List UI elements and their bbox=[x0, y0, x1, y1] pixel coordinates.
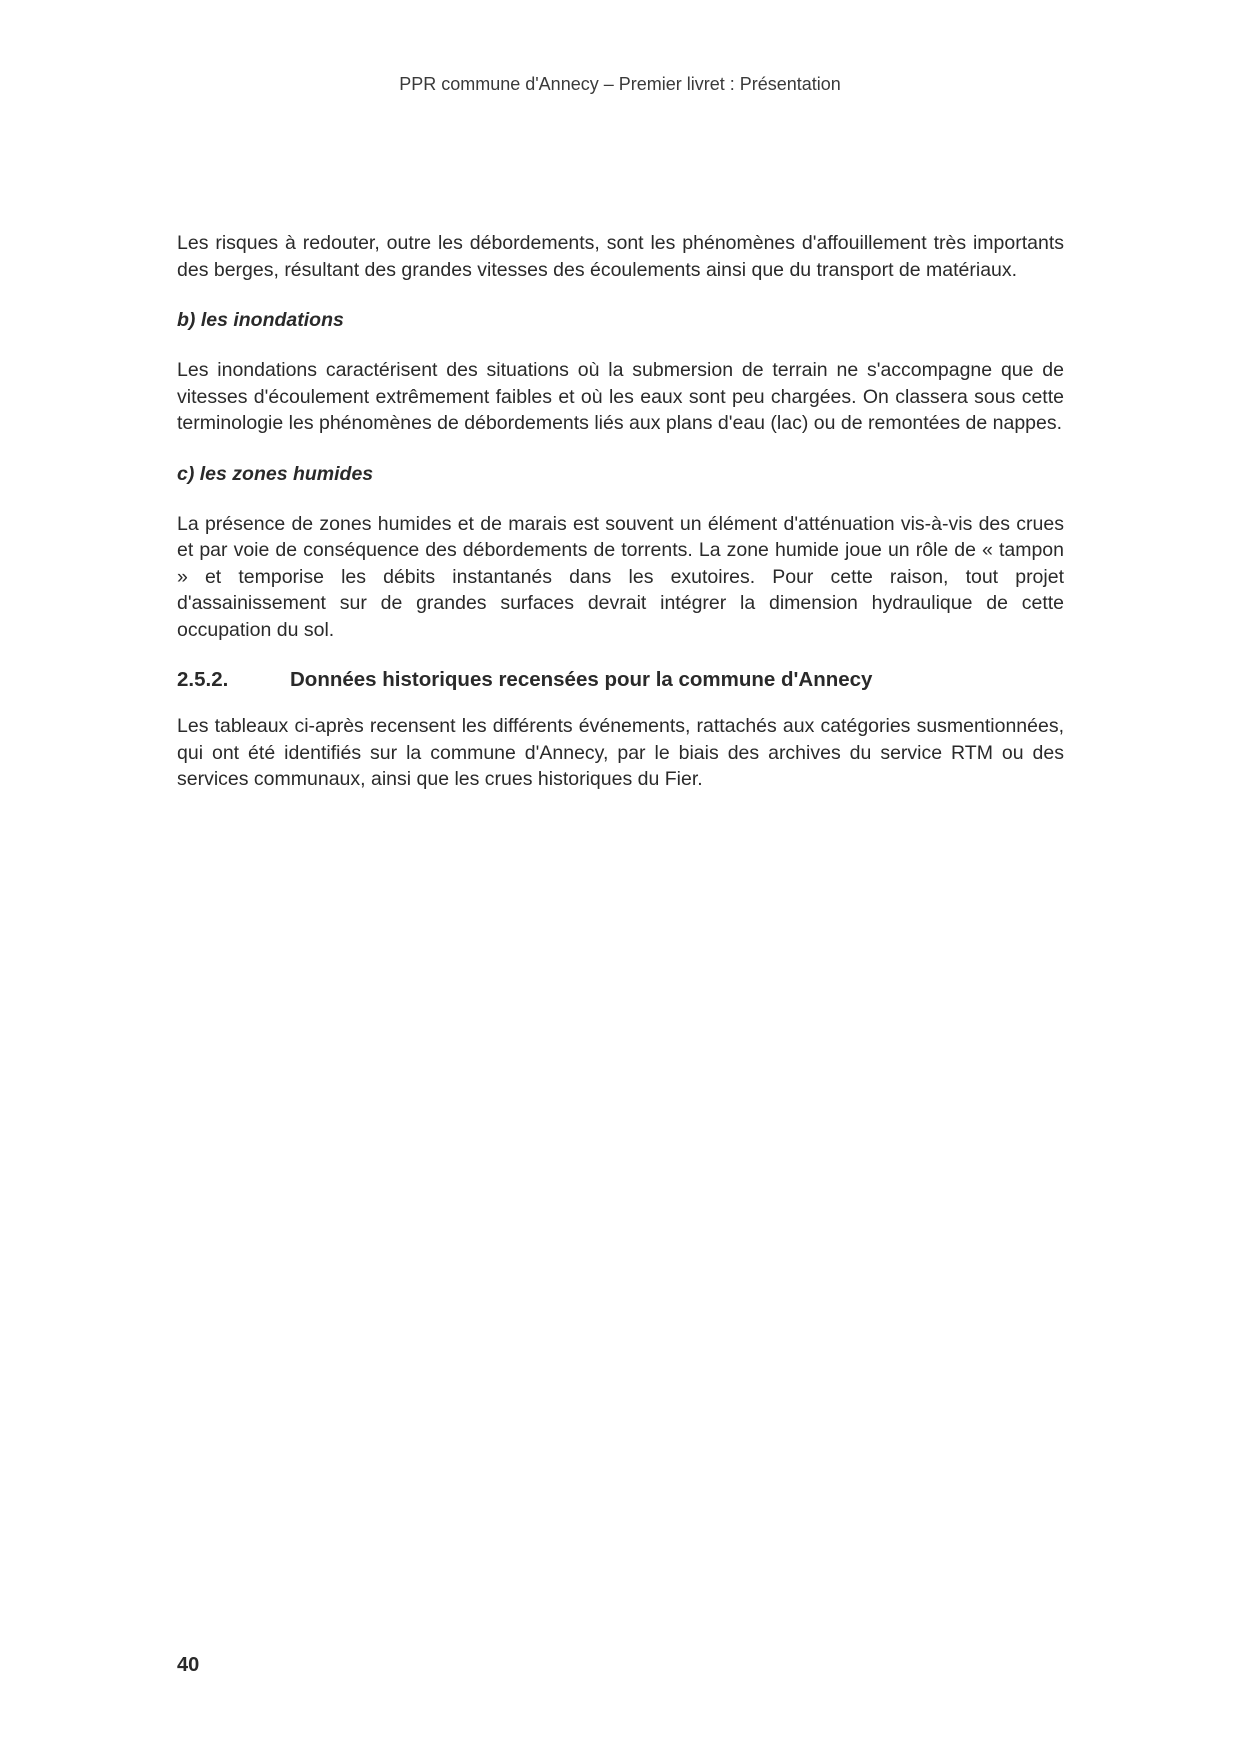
subsection-c-paragraph: La présence de zones humides et de marais est souvent un élément d'atténuation vis-à-vis des crues et par voie de conséquence des débordements de torrents. La zone humide joue un rôle de « tampon » et temporise les débits instantanés dans les exutoires. Pour cette raison, tout projet d'assainissement sur de grandes surfaces devrait intégrer la dimension hydraulique de cette occupation du sol. bbox=[177, 512, 1064, 641]
subsection-b-title: b) les inondations bbox=[177, 309, 344, 331]
running-header: PPR commune d'Annecy – Premier livret : Présentation bbox=[399, 74, 841, 94]
section-paragraph: Les tableaux ci-après recensent les différents événements, rattachés aux catégories susmentionnées, qui ont été identifiés sur la commune d'Annecy, par le biais des archives du service RTM ou des services communaux, ainsi que les crues historiques du Fier. bbox=[177, 715, 1064, 790]
section-title: Données historiques recensées pour la commune d'Annecy bbox=[290, 668, 873, 691]
section-heading bbox=[177, 667, 1064, 693]
subsection-c-title: c) les zones humides bbox=[177, 462, 374, 485]
intro-paragraph: Les risques à redouter, outre les débordements, sont les phénomènes d'affouillement très importants des berges, résultant des grandes vitesses des écoulements ainsi que du transport de matériaux. bbox=[177, 232, 1064, 281]
subsection-b-paragraph: Les inondations caractérisent des situations où la submersion de terrain ne s'accompagne que de vitesses d'écoulement extrêmement faibles et où les eaux sont peu chargées. On classera sous cette terminologie les phénomènes de débordements liés aux plans d'eau (lac) ou de remontées de nappes. bbox=[177, 359, 1064, 434]
section-number: 2.5.2. bbox=[177, 668, 229, 691]
page-number: 40 bbox=[177, 1654, 200, 1676]
page-body bbox=[177, 230, 1064, 793]
